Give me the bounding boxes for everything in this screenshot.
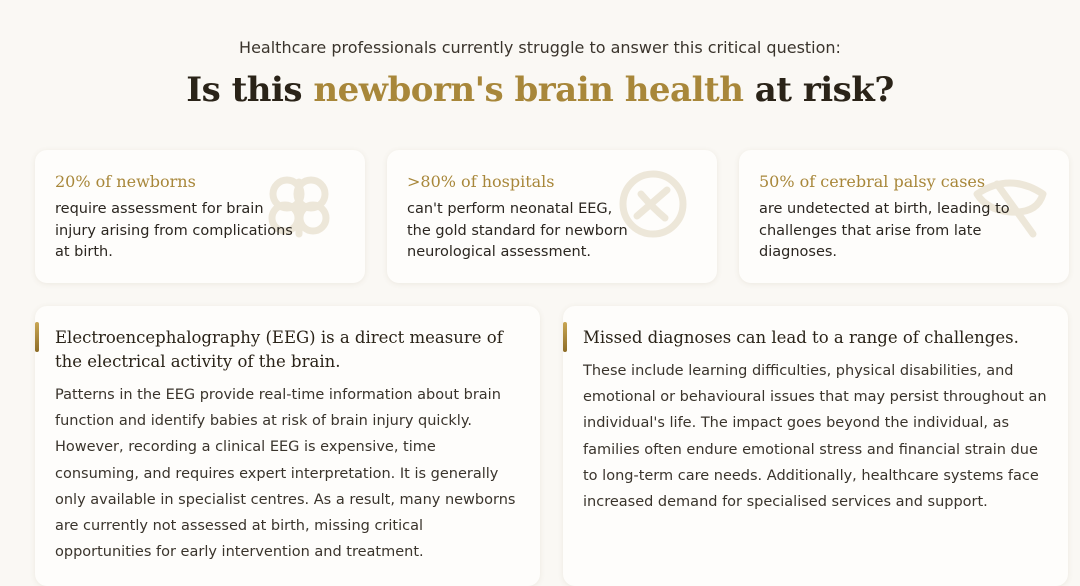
stat-card-hospitals <box>387 150 717 283</box>
stat-title: 20% of newborns <box>55 172 196 191</box>
stat-text: are undetected at birth, leading to challenges that arise from late diagnoses. <box>759 201 1010 260</box>
missed-diagnoses-panel <box>563 306 1068 586</box>
headline-before: Is this <box>186 70 314 110</box>
intro-text: Healthcare professionals currently struggle to answer this critical question: <box>239 38 841 57</box>
page-title <box>0 70 1080 110</box>
panel-title: Electroencephalography (EEG) is a direct measure of the electrical activity of the brain. <box>55 328 503 371</box>
headline-after: at risk? <box>743 70 894 110</box>
accent-bar <box>563 322 567 352</box>
headline-accent: newborn's brain health <box>313 70 744 110</box>
stat-text: can't perform neonatal EEG, the gold standard for newborn neurological assessment. <box>407 201 628 260</box>
accent-bar <box>35 322 39 352</box>
panel-body: Patterns in the EEG provide real-time information about brain function and identify babies at risk of brain injury quickly. However, recording a clinical EEG is expensive, time consuming, and requires expert interpretation. It is generally only available in specialist centres. As a result, many newborns are currently not assessed at birth, missing critical opportunities for early intervention and treatment. <box>55 387 516 561</box>
eeg-panel <box>35 306 540 586</box>
stat-card-cerebral-palsy <box>739 150 1069 283</box>
stat-title: >80% of hospitals <box>407 172 555 191</box>
stat-title: 50% of cerebral palsy cases <box>759 172 986 191</box>
panel-body: These include learning difficulties, physical disabilities, and emotional or behavioural issues that may persist throughout an individual's life. The impact goes beyond the individual, as families often endure emotional stress and financial strain due to long-term care needs. Additionally, healthcare systems face increased demand for specialised services and support. <box>583 363 1047 511</box>
stat-text: require assessment for brain injury arising from complications at birth. <box>55 201 293 260</box>
stat-card-newborns <box>35 150 365 283</box>
panel-title: Missed diagnoses can lead to a range of challenges. <box>583 328 1019 347</box>
